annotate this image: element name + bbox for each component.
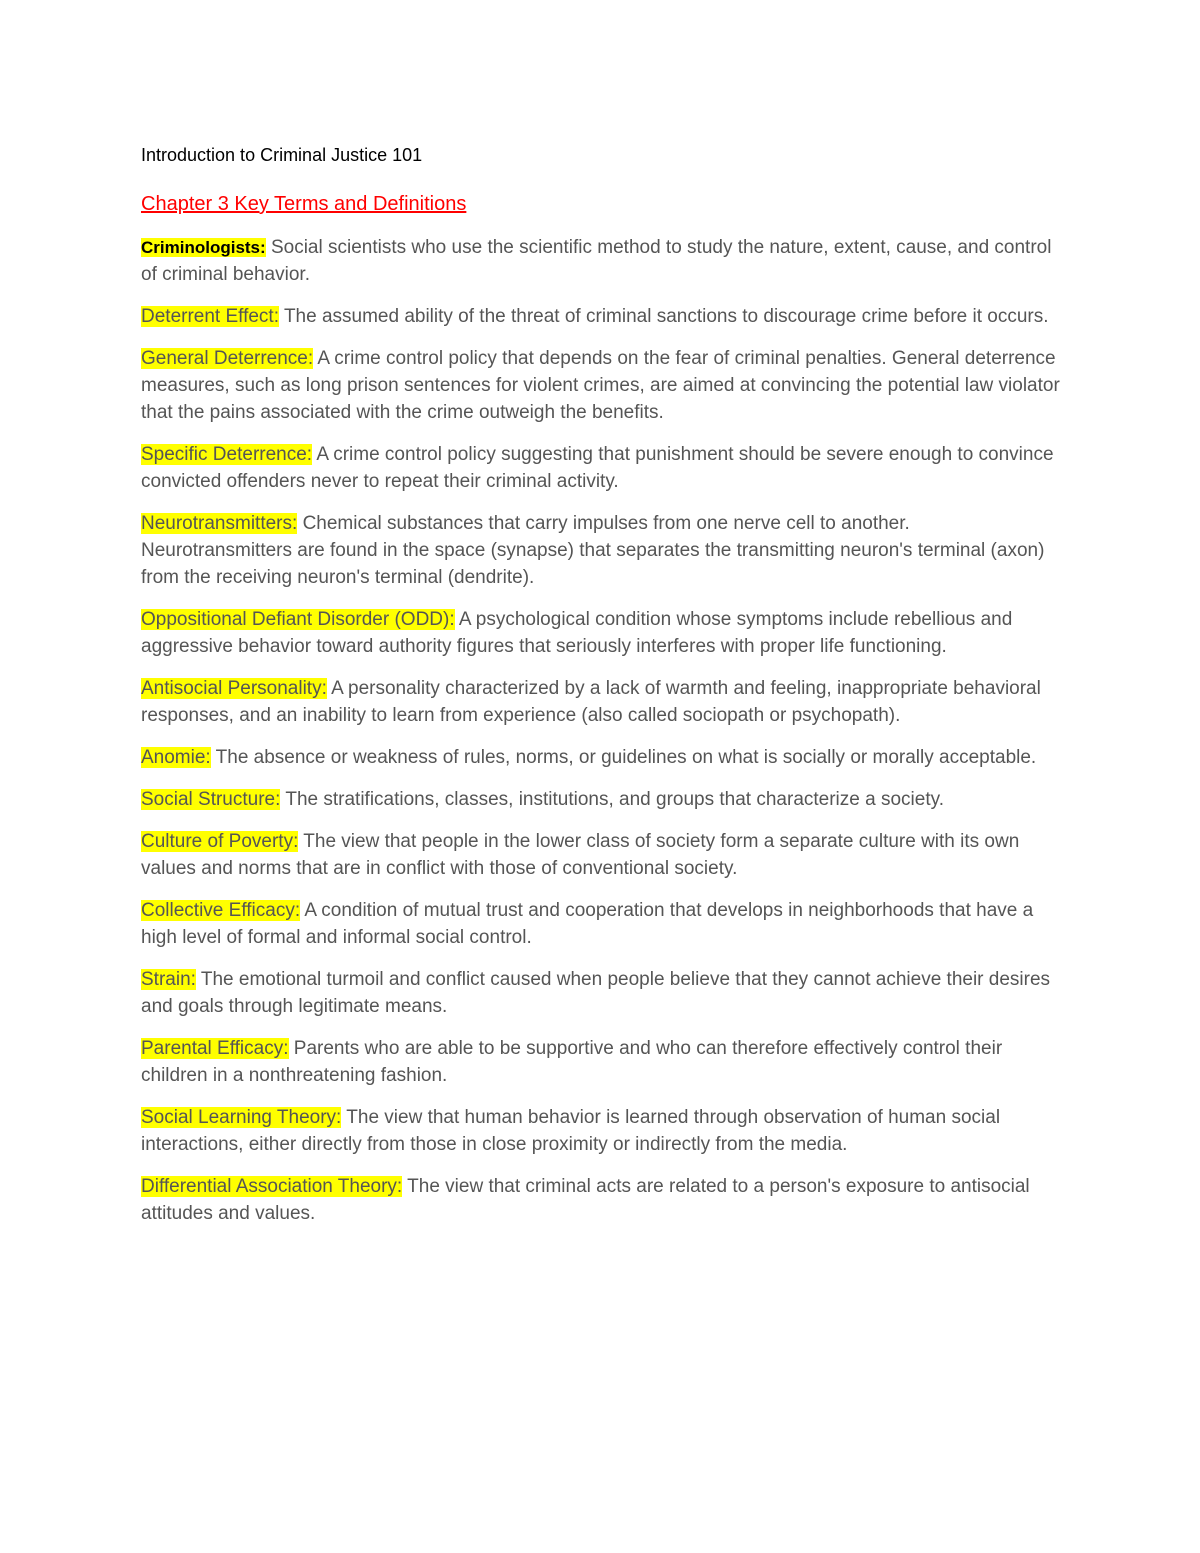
definition-text: Social scientists who use the scientific method to study the nature, extent, cause, and control of criminal behavior. — [141, 237, 1052, 285]
definition-text: The view that people in the lower class of society form a separate culture with its own values and norms that are in conflict with those of conventional society. — [141, 831, 1020, 879]
definition-entry — [141, 510, 1061, 591]
term-label: Deterrent Effect: — [141, 306, 279, 327]
definition-text: A psychological condition whose symptoms include rebellious and aggressive behavior toward authority figures that seriously interferes with proper life functioning. — [141, 609, 1013, 657]
definition-text: The view that criminal acts are related to a person's exposure to antisocial attitudes and values. — [141, 1176, 1030, 1224]
course-title: Introduction to Criminal Justice 101 — [141, 145, 423, 165]
definition-text: The view that human behavior is learned through observation of human social interactions, either directly from those in close proximity or indirectly from the media. — [141, 1107, 1001, 1155]
definition-entry — [141, 966, 1061, 1020]
term-label: Differential Association Theory: — [141, 1176, 403, 1197]
term-label: Neurotransmitters: — [141, 513, 298, 534]
definition-text: Chemical substances that carry impulses from one nerve cell to another. Neurotransmitters are found in the space (synapse) that separates the transmitting neuron's terminal (axon) from the receiving neuron's terminal (dendrite). — [141, 513, 1045, 588]
definition-text: The assumed ability of the threat of criminal sanctions to discourage crime before it occurs. — [283, 306, 1049, 327]
definition-text: Parents who are able to be supportive and who can therefore effectively control their children in a nonthreatening fashion. — [141, 1038, 1003, 1086]
term-label: Collective Efficacy: — [141, 900, 301, 921]
term-label: Parental Efficacy: — [141, 1038, 289, 1059]
definition-entry — [141, 675, 1061, 729]
definition-text: A personality characterized by a lack of warmth and feeling, inappropriate behavioral responses, and an inability to learn from experience (also called sociopath or psychopath). — [141, 678, 1041, 726]
definition-text: The emotional turmoil and conflict caused when people believe that they cannot achieve their desires and goals through legitimate means. — [141, 969, 1051, 1017]
definition-entry — [141, 234, 1061, 288]
term-label: General Deterrence: — [141, 348, 314, 369]
definition-entry — [141, 786, 1061, 813]
definition-text: A crime control policy suggesting that punishment should be severe enough to convince convicted offenders never to repeat their criminal activity. — [141, 444, 1054, 492]
definition-entry — [141, 897, 1061, 951]
term-label: Anomie: — [141, 747, 211, 768]
definition-text: The absence or weakness of rules, norms, or guidelines on what is socially or morally acceptable. — [215, 747, 1037, 768]
definition-entry — [141, 1035, 1061, 1089]
definition-entry — [141, 1173, 1061, 1227]
definition-entry — [141, 345, 1061, 426]
definition-text: A condition of mutual trust and cooperation that develops in neighborhoods that have a high level of formal and informal social control. — [141, 900, 1034, 948]
term-label: Social Learning Theory: — [141, 1107, 342, 1128]
definition-entry — [141, 1104, 1061, 1158]
term-label: Oppositional Defiant Disorder (ODD): — [141, 609, 455, 630]
definition-entry — [141, 828, 1061, 882]
definition-entry — [141, 606, 1061, 660]
term-label: Specific Deterrence: — [141, 444, 313, 465]
definition-entry — [141, 441, 1061, 495]
term-label: Criminologists: — [141, 238, 266, 257]
definition-entry — [141, 744, 1061, 771]
term-label: Social Structure: — [141, 789, 281, 810]
term-label: Strain: — [141, 969, 196, 990]
chapter-heading: Chapter 3 Key Terms and Definitions — [141, 193, 467, 215]
term-label: Culture of Poverty: — [141, 831, 299, 852]
definition-entry — [141, 303, 1061, 330]
document-page — [141, 142, 1061, 1242]
definition-text: A crime control policy that depends on the fear of criminal penalties. General deterrence measures, such as long prison sentences for violent crimes, are aimed at convincing the potential law violator that the pains associated with the crime outweigh the benefits. — [141, 348, 1060, 423]
term-label: Antisocial Personality: — [141, 678, 327, 699]
definition-text: The stratifications, classes, institutions, and groups that characterize a society. — [285, 789, 944, 810]
